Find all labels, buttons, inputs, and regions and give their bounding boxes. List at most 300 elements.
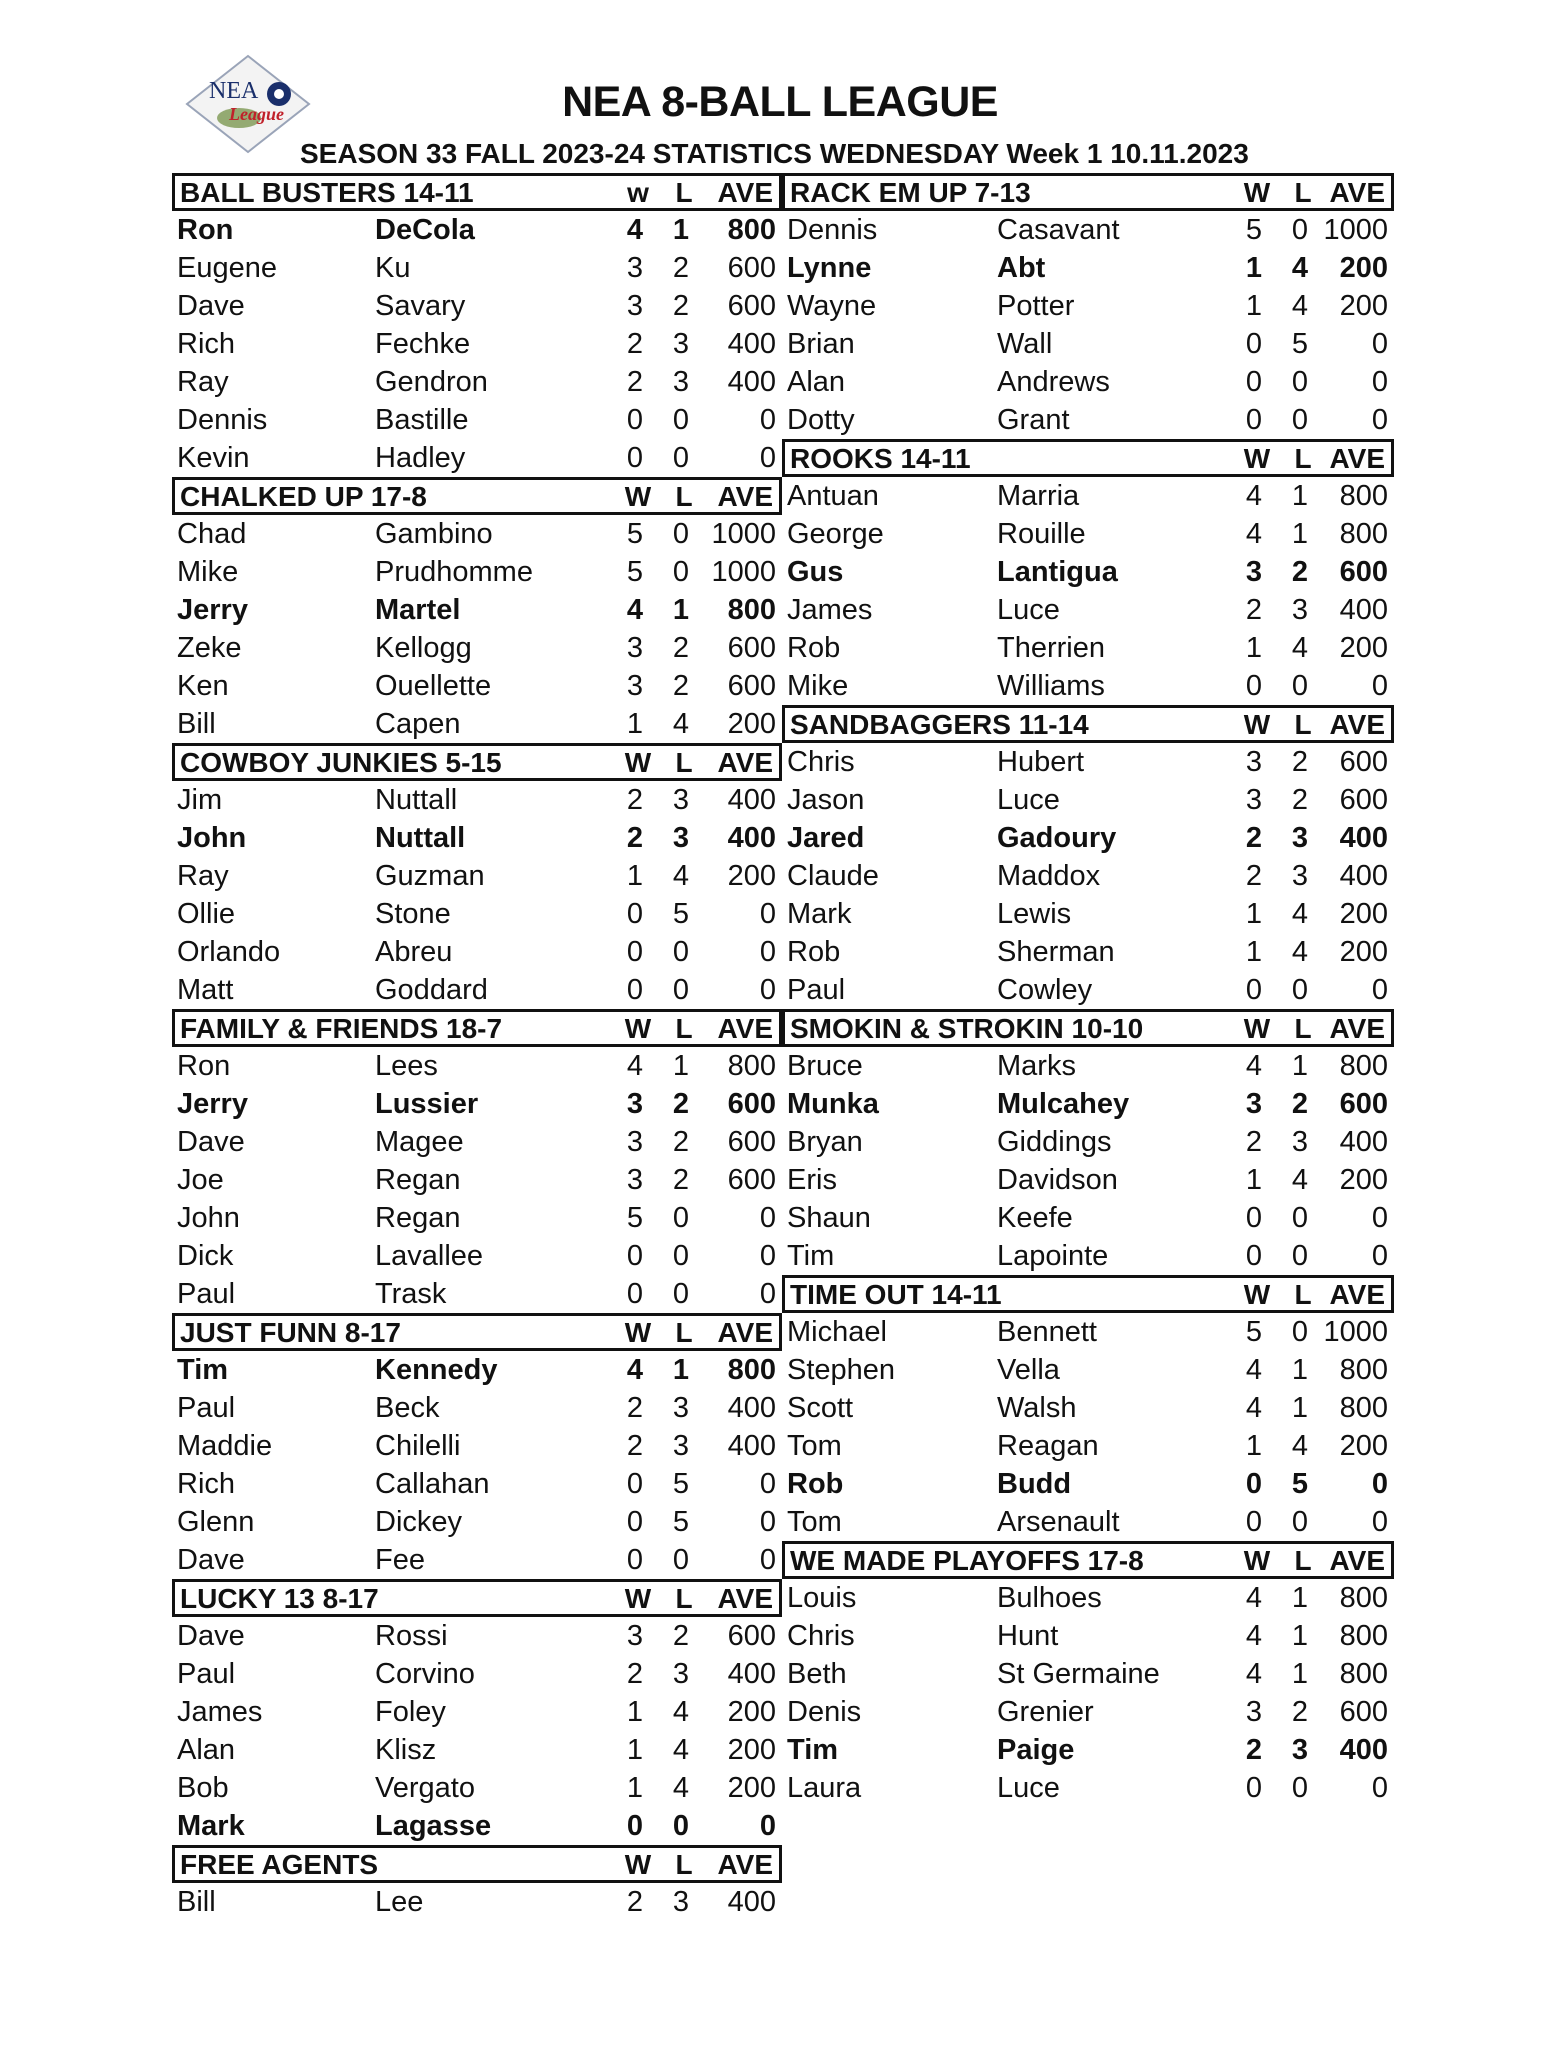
player-row xyxy=(172,1047,782,1085)
player-losses: 0 xyxy=(672,442,690,474)
team-header xyxy=(172,173,782,211)
player-losses: 2 xyxy=(1291,746,1309,778)
player-first-name: Jerry xyxy=(177,1088,248,1120)
player-last-name: Budd xyxy=(997,1468,1072,1500)
player-last-name: Chilelli xyxy=(375,1430,461,1462)
player-first-name: Chad xyxy=(177,518,247,550)
player-average: 600 xyxy=(727,252,776,284)
team-header xyxy=(782,173,1394,211)
player-wins: 5 xyxy=(1245,214,1263,246)
player-row xyxy=(782,1769,1394,1807)
player-first-name: Tim xyxy=(177,1354,229,1386)
losses-header: L xyxy=(1294,1279,1312,1310)
player-losses: 3 xyxy=(672,1658,690,1690)
team-name: ROOKS 14-11 xyxy=(790,443,971,474)
team-header xyxy=(782,1541,1394,1579)
player-average: 200 xyxy=(1339,1164,1388,1196)
player-last-name: Maddox xyxy=(997,860,1101,892)
player-average: 800 xyxy=(1339,480,1388,512)
team-name: FREE AGENTS xyxy=(180,1849,379,1880)
average-header: AVE xyxy=(1329,1013,1385,1044)
average-header: AVE xyxy=(1329,709,1385,740)
player-losses: 2 xyxy=(672,252,690,284)
team-header xyxy=(782,439,1394,477)
player-losses: 1 xyxy=(1291,480,1309,512)
player-losses: 4 xyxy=(672,708,690,740)
team-name: TIME OUT 14-11 xyxy=(790,1279,1002,1310)
player-wins: 4 xyxy=(1245,1354,1263,1386)
wins-header: W xyxy=(1243,1013,1271,1044)
losses-header: L xyxy=(1294,709,1312,740)
player-last-name: Rouille xyxy=(997,518,1086,550)
player-wins: 2 xyxy=(626,328,644,360)
player-first-name: Paul xyxy=(177,1658,236,1690)
player-last-name: Martel xyxy=(375,594,461,626)
player-average: 0 xyxy=(1371,670,1388,702)
player-first-name: Ray xyxy=(177,860,229,892)
player-row xyxy=(782,1237,1394,1275)
player-average: 200 xyxy=(1339,936,1388,968)
player-first-name: Bruce xyxy=(787,1050,863,1082)
player-first-name: Gus xyxy=(787,556,844,588)
player-first-name: Michael xyxy=(787,1316,887,1348)
player-row xyxy=(782,1313,1394,1351)
player-last-name: Arsenault xyxy=(997,1506,1120,1538)
player-last-name: Williams xyxy=(997,670,1105,702)
player-losses: 2 xyxy=(1291,1696,1309,1728)
player-last-name: Nuttall xyxy=(375,784,458,816)
player-average: 400 xyxy=(727,1886,776,1918)
player-losses: 1 xyxy=(672,594,690,626)
player-wins: 0 xyxy=(626,1278,644,1310)
player-average: 200 xyxy=(727,708,776,740)
player-first-name: Alan xyxy=(787,366,846,398)
team-header xyxy=(172,1313,782,1351)
player-row xyxy=(172,1465,782,1503)
player-first-name: Joe xyxy=(177,1164,224,1196)
player-row xyxy=(172,781,782,819)
player-wins: 1 xyxy=(626,708,644,740)
left-column xyxy=(172,173,782,1921)
player-first-name: Rob xyxy=(787,1468,844,1500)
player-average: 600 xyxy=(1339,1696,1388,1728)
player-average: 600 xyxy=(727,670,776,702)
player-row xyxy=(782,1503,1394,1541)
team-name: JUST FUNN 8-17 xyxy=(180,1317,401,1348)
player-row xyxy=(172,667,782,705)
player-row xyxy=(172,1769,782,1807)
losses-header: L xyxy=(675,177,693,208)
player-last-name: Gadoury xyxy=(997,822,1117,854)
player-average: 200 xyxy=(727,1772,776,1804)
player-losses: 4 xyxy=(1291,1430,1309,1462)
team-block xyxy=(172,477,782,743)
player-losses: 0 xyxy=(1291,1506,1309,1538)
player-last-name: Gendron xyxy=(375,366,488,398)
player-losses: 3 xyxy=(1291,822,1309,854)
player-first-name: Paul xyxy=(787,974,846,1006)
player-first-name: Bill xyxy=(177,1886,216,1918)
losses-header: L xyxy=(675,1013,693,1044)
player-wins: 3 xyxy=(626,632,644,664)
player-first-name: Rob xyxy=(787,632,841,664)
player-last-name: Lapointe xyxy=(997,1240,1109,1272)
player-row xyxy=(782,1161,1394,1199)
player-last-name: Mulcahey xyxy=(997,1088,1130,1120)
player-last-name: Hunt xyxy=(997,1620,1059,1652)
player-row xyxy=(782,1351,1394,1389)
player-wins: 0 xyxy=(1245,1506,1263,1538)
player-row xyxy=(172,1351,782,1389)
losses-header: L xyxy=(1294,1545,1312,1576)
player-losses: 4 xyxy=(1291,252,1309,284)
logo-diamond-icon xyxy=(183,54,313,154)
player-first-name: Louis xyxy=(787,1582,857,1614)
player-last-name: Ouellette xyxy=(375,670,492,702)
player-first-name: Maddie xyxy=(177,1430,273,1462)
player-average: 0 xyxy=(1371,1468,1388,1500)
player-losses: 3 xyxy=(1291,860,1309,892)
player-last-name: Luce xyxy=(997,784,1060,816)
team-block xyxy=(782,1009,1394,1275)
player-last-name: Luce xyxy=(997,594,1060,626)
player-wins: 2 xyxy=(1245,1734,1263,1766)
player-average: 400 xyxy=(727,366,776,398)
player-wins: 0 xyxy=(626,1468,644,1500)
player-first-name: John xyxy=(177,822,247,854)
player-wins: 2 xyxy=(626,1430,644,1462)
player-average: 800 xyxy=(727,594,776,626)
player-row xyxy=(782,933,1394,971)
player-average: 1000 xyxy=(1323,1316,1388,1348)
player-wins: 5 xyxy=(626,518,644,550)
player-row xyxy=(172,363,782,401)
player-average: 400 xyxy=(1339,822,1388,854)
player-losses: 0 xyxy=(672,518,690,550)
player-row xyxy=(172,249,782,287)
player-average: 800 xyxy=(1339,1050,1388,1082)
player-row xyxy=(172,1199,782,1237)
player-average: 400 xyxy=(727,784,776,816)
player-average: 0 xyxy=(759,404,776,436)
player-wins: 4 xyxy=(626,1354,644,1386)
player-row xyxy=(172,515,782,553)
losses-header: L xyxy=(675,747,693,778)
player-wins: 3 xyxy=(626,1088,644,1120)
player-first-name: Brian xyxy=(787,328,855,360)
player-wins: 4 xyxy=(1245,1582,1263,1614)
player-average: 0 xyxy=(759,1544,776,1576)
player-wins: 4 xyxy=(1245,1050,1263,1082)
player-losses: 0 xyxy=(672,1202,690,1234)
player-losses: 0 xyxy=(672,1240,690,1272)
player-row xyxy=(172,1655,782,1693)
player-row xyxy=(172,1389,782,1427)
player-average: 200 xyxy=(727,860,776,892)
team-header xyxy=(172,1579,782,1617)
player-average: 200 xyxy=(1339,290,1388,322)
player-wins: 4 xyxy=(626,214,644,246)
player-average: 0 xyxy=(1371,404,1388,436)
player-row xyxy=(172,439,782,477)
player-average: 0 xyxy=(1371,1240,1388,1272)
player-average: 200 xyxy=(1339,898,1388,930)
player-last-name: Marria xyxy=(997,480,1080,512)
player-wins: 3 xyxy=(1245,784,1263,816)
player-last-name: Lavallee xyxy=(375,1240,484,1272)
player-row xyxy=(172,1731,782,1769)
player-last-name: Vergato xyxy=(375,1772,475,1804)
player-first-name: Wayne xyxy=(787,290,877,322)
player-last-name: Rossi xyxy=(375,1620,448,1652)
player-first-name: Paul xyxy=(177,1278,236,1310)
player-last-name: Davidson xyxy=(997,1164,1118,1196)
team-block xyxy=(782,173,1394,439)
player-last-name: Lees xyxy=(375,1050,438,1082)
player-average: 600 xyxy=(1339,556,1388,588)
player-losses: 1 xyxy=(672,1050,690,1082)
player-wins: 1 xyxy=(626,1734,644,1766)
player-first-name: John xyxy=(177,1202,240,1234)
player-row xyxy=(172,1275,782,1313)
player-first-name: Ray xyxy=(177,366,229,398)
player-wins: 0 xyxy=(626,1810,644,1842)
player-losses: 2 xyxy=(672,1620,690,1652)
player-row xyxy=(782,553,1394,591)
player-wins: 0 xyxy=(1245,974,1263,1006)
team-header xyxy=(782,1009,1394,1047)
player-wins: 1 xyxy=(626,860,644,892)
player-wins: 0 xyxy=(1245,1240,1263,1272)
team-header xyxy=(172,477,782,515)
player-losses: 0 xyxy=(1291,1202,1309,1234)
player-losses: 2 xyxy=(672,632,690,664)
player-losses: 5 xyxy=(672,1468,690,1500)
wins-header: W xyxy=(1243,177,1271,208)
team-name: FAMILY & FRIENDS 18-7 xyxy=(180,1013,503,1044)
player-losses: 5 xyxy=(672,898,690,930)
player-first-name: Orlando xyxy=(177,936,281,968)
player-row xyxy=(782,1085,1394,1123)
player-last-name: Cowley xyxy=(997,974,1093,1006)
player-last-name: Therrien xyxy=(997,632,1105,664)
player-row xyxy=(782,591,1394,629)
player-losses: 0 xyxy=(672,974,690,1006)
player-losses: 3 xyxy=(672,366,690,398)
player-average: 0 xyxy=(1371,328,1388,360)
player-losses: 0 xyxy=(1291,670,1309,702)
player-first-name: Eugene xyxy=(177,252,277,284)
average-header: AVE xyxy=(1329,443,1385,474)
player-losses: 2 xyxy=(672,1164,690,1196)
player-last-name: Vella xyxy=(997,1354,1060,1386)
player-row xyxy=(782,781,1394,819)
player-wins: 4 xyxy=(1245,480,1263,512)
player-first-name: Dave xyxy=(177,290,245,322)
player-last-name: Walsh xyxy=(997,1392,1077,1424)
wins-header: W xyxy=(1243,1545,1271,1576)
player-first-name: Dennis xyxy=(787,214,878,246)
player-last-name: Keefe xyxy=(997,1202,1073,1234)
player-row xyxy=(172,819,782,857)
player-first-name: Dave xyxy=(177,1126,245,1158)
player-row xyxy=(172,629,782,667)
player-losses: 0 xyxy=(672,1810,690,1842)
player-losses: 4 xyxy=(1291,632,1309,664)
player-losses: 0 xyxy=(672,1544,690,1576)
player-losses: 1 xyxy=(1291,1050,1309,1082)
player-losses: 4 xyxy=(672,1772,690,1804)
player-losses: 0 xyxy=(1291,974,1309,1006)
player-average: 0 xyxy=(1371,1202,1388,1234)
player-wins: 0 xyxy=(626,974,644,1006)
player-wins: 3 xyxy=(626,252,644,284)
player-last-name: Bastille xyxy=(375,404,469,436)
player-average: 400 xyxy=(727,1430,776,1462)
player-losses: 4 xyxy=(672,860,690,892)
player-last-name: Lussier xyxy=(375,1088,479,1120)
player-last-name: Grenier xyxy=(997,1696,1094,1728)
player-losses: 3 xyxy=(672,1392,690,1424)
player-losses: 0 xyxy=(1291,1316,1309,1348)
average-header: AVE xyxy=(717,1849,773,1880)
player-last-name: Marks xyxy=(997,1050,1076,1082)
wins-header: W xyxy=(1243,709,1271,740)
right-column xyxy=(782,173,1394,1807)
player-wins: 2 xyxy=(1245,822,1263,854)
player-row xyxy=(782,1427,1394,1465)
player-average: 600 xyxy=(727,1088,776,1120)
player-row xyxy=(782,1465,1394,1503)
player-wins: 2 xyxy=(1245,1126,1263,1158)
player-first-name: Claude xyxy=(787,860,879,892)
player-losses: 2 xyxy=(1291,1088,1309,1120)
player-last-name: Hadley xyxy=(375,442,466,474)
player-wins: 1 xyxy=(1245,1430,1263,1462)
player-row xyxy=(172,1427,782,1465)
player-last-name: Dickey xyxy=(375,1506,463,1538)
player-row xyxy=(782,857,1394,895)
wins-header: W xyxy=(1243,443,1271,474)
player-wins: 0 xyxy=(626,936,644,968)
player-first-name: Dotty xyxy=(787,404,855,436)
player-average: 200 xyxy=(1339,632,1388,664)
player-wins: 0 xyxy=(1245,328,1263,360)
player-losses: 0 xyxy=(1291,366,1309,398)
player-wins: 5 xyxy=(626,556,644,588)
player-wins: 3 xyxy=(626,1164,644,1196)
player-wins: 1 xyxy=(1245,252,1263,284)
player-row xyxy=(782,363,1394,401)
losses-header: L xyxy=(675,1317,693,1348)
wins-header: w xyxy=(627,177,649,208)
player-average: 400 xyxy=(727,1392,776,1424)
player-average: 0 xyxy=(759,442,776,474)
player-wins: 1 xyxy=(626,1772,644,1804)
player-last-name: Wall xyxy=(997,328,1053,360)
wins-header: W xyxy=(624,747,652,778)
team-name: SANDBAGGERS 11-14 xyxy=(790,709,1089,740)
player-row xyxy=(782,249,1394,287)
team-block xyxy=(782,439,1394,705)
player-row xyxy=(782,1123,1394,1161)
player-wins: 3 xyxy=(626,670,644,702)
player-row xyxy=(172,895,782,933)
player-first-name: Dick xyxy=(177,1240,234,1272)
player-last-name: Magee xyxy=(375,1126,464,1158)
player-wins: 1 xyxy=(1245,1164,1263,1196)
player-row xyxy=(172,1123,782,1161)
player-wins: 5 xyxy=(1245,1316,1263,1348)
player-last-name: Guzman xyxy=(375,860,485,892)
player-losses: 5 xyxy=(672,1506,690,1538)
player-average: 800 xyxy=(1339,1354,1388,1386)
player-row xyxy=(782,1389,1394,1427)
player-wins: 0 xyxy=(1245,1468,1263,1500)
player-average: 0 xyxy=(759,1810,776,1842)
player-losses: 4 xyxy=(1291,1164,1309,1196)
player-last-name: Abreu xyxy=(375,936,453,968)
player-losses: 3 xyxy=(672,1886,690,1918)
player-losses: 1 xyxy=(1291,1582,1309,1614)
player-last-name: Gambino xyxy=(375,518,493,550)
player-losses: 1 xyxy=(1291,1392,1309,1424)
player-row xyxy=(782,1579,1394,1617)
player-row xyxy=(172,1161,782,1199)
player-average: 600 xyxy=(727,290,776,322)
player-average: 800 xyxy=(727,1050,776,1082)
average-header: AVE xyxy=(717,1013,773,1044)
player-row xyxy=(782,1199,1394,1237)
player-last-name: Bulhoes xyxy=(997,1582,1102,1614)
player-wins: 2 xyxy=(626,1886,644,1918)
average-header: AVE xyxy=(717,747,773,778)
player-last-name: Corvino xyxy=(375,1658,475,1690)
player-last-name: Goddard xyxy=(375,974,488,1006)
team-name: COWBOY JUNKIES 5-15 xyxy=(180,747,502,778)
player-wins: 0 xyxy=(626,1506,644,1538)
player-row xyxy=(782,819,1394,857)
player-row xyxy=(782,667,1394,705)
player-average: 0 xyxy=(759,936,776,968)
player-average: 600 xyxy=(1339,1088,1388,1120)
player-wins: 4 xyxy=(1245,518,1263,550)
player-average: 800 xyxy=(727,1354,776,1386)
losses-header: L xyxy=(675,1583,693,1614)
losses-header: L xyxy=(1294,443,1312,474)
player-first-name: Ollie xyxy=(177,898,236,930)
logo-text-top: NEA xyxy=(209,78,259,104)
player-wins: 0 xyxy=(1245,1202,1263,1234)
player-average: 800 xyxy=(1339,1582,1388,1614)
player-average: 800 xyxy=(727,214,776,246)
player-losses: 1 xyxy=(1291,1354,1309,1386)
player-first-name: Scott xyxy=(787,1392,854,1424)
player-losses: 3 xyxy=(672,328,690,360)
player-last-name: Lewis xyxy=(997,898,1072,930)
player-row xyxy=(782,211,1394,249)
player-row xyxy=(172,1237,782,1275)
player-wins: 0 xyxy=(626,404,644,436)
player-first-name: Denis xyxy=(787,1696,862,1728)
team-block xyxy=(172,743,782,1009)
player-last-name: Savary xyxy=(375,290,466,322)
player-losses: 4 xyxy=(1291,936,1309,968)
player-wins: 5 xyxy=(626,1202,644,1234)
player-average: 0 xyxy=(759,1506,776,1538)
player-first-name: Paul xyxy=(177,1392,236,1424)
player-last-name: Fechke xyxy=(375,328,471,360)
